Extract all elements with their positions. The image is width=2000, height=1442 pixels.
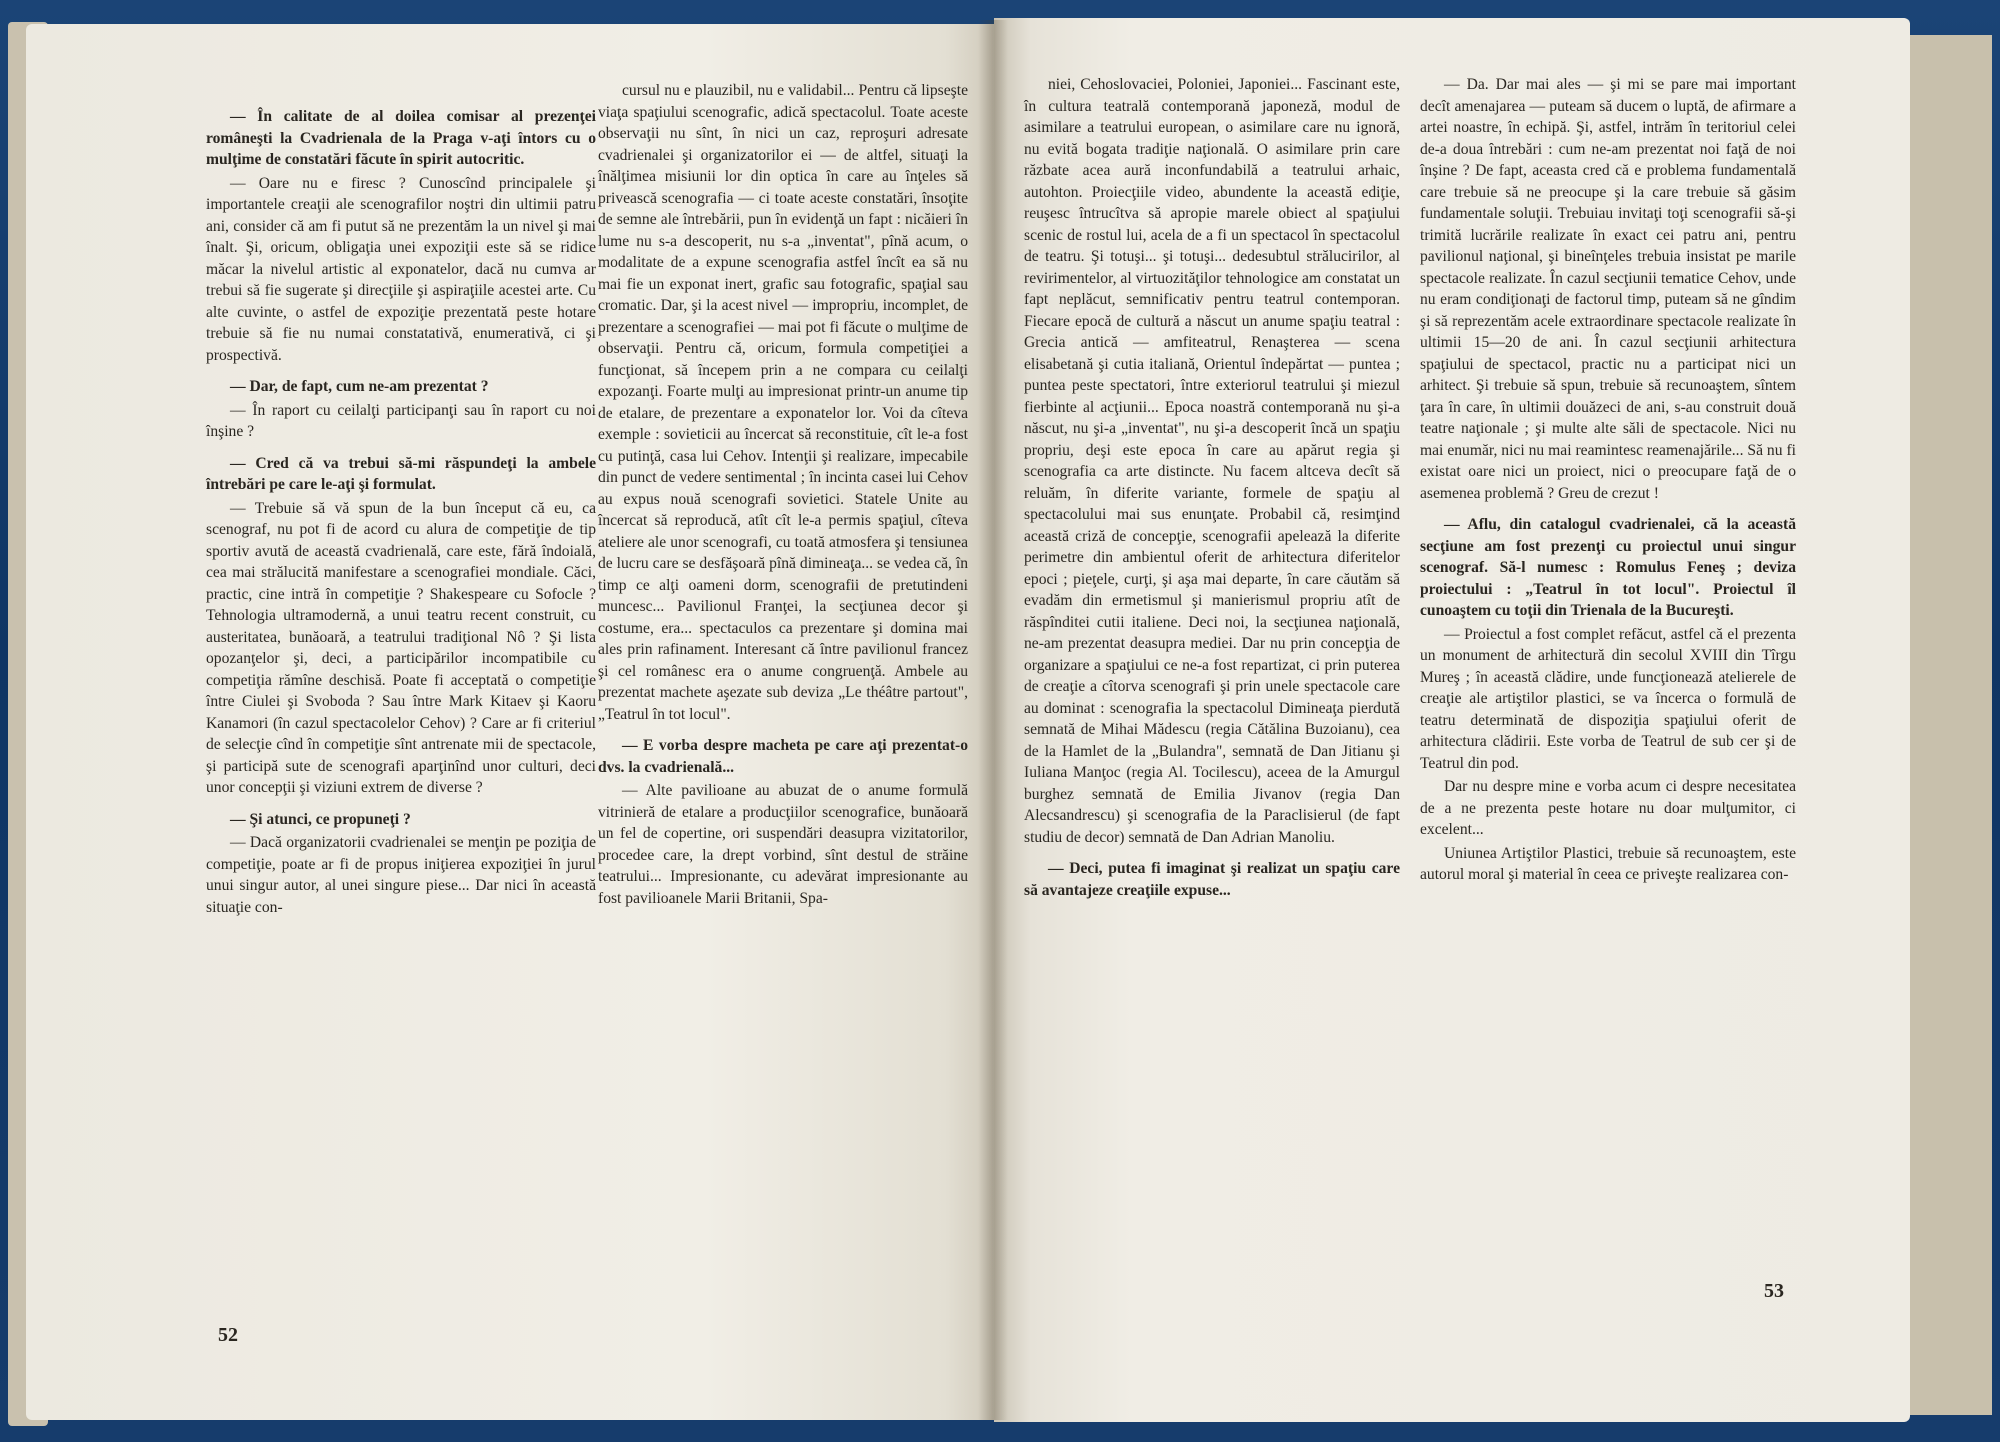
page-number-left: 52 <box>218 1324 238 1346</box>
page-number-right: 53 <box>1764 1280 1784 1302</box>
text-column-1 <box>206 96 596 920</box>
paragraph: — Proiectul a fost complet refăcut, astfel că el prezenta un monument de arhitectură din secolul XVIII din Tîrgu Mureş ; în această clădire, unde funcţionează atelierele de creaţie ale artiştilor plastici, se va încerca o formulă de teatru determinată de dispoziţia spaţiului oferit de arhitectura clădirii. Este vorba de Teatrul de sub cer şi de Teatrul din pod. <box>1420 625 1796 772</box>
interview-question: — Dar, de fapt, cum ne-am prezentat ? <box>230 378 489 395</box>
paragraph: niei, Cehoslovaciei, Poloniei, Japoniei... Fascinant este, în cultura teatrală contemporană japoneză, modul de asimilare a teatrului european, o asimilare care nu ignoră, nu evită bogata tradiţie naţională. O asimilare prin care răzbate acea aură inconfundabilă a teatrului arhaic, autohton. Proiecţiile video, abundente la această ediţie, reuşesc întrucîtva să apropie marele obiect al spaţiului scenic de rostul lui, acela de a fi un spectacol în spectacolul de teatru. Şi totuşi... şi totuşi... dedesubtul strălucirilor, al revirimentelor, al virtuozităţilor tehnologice am constatat un fapt neplăcut, semnificativ pentru teatrul contemporan. Fiecare epocă de cultură a născut un anume spaţiu teatral : Grecia antică — amfiteatrul, Renaşterea — scena elisabetană şi cutia italiană, Orientul îndepărtat — puntea ; puntea peste spectatori, între exteriorul teatrului şi miezul fierbinte al acţiunii... Epoca noastră contemporană nu şi-a născut, nu şi-a „inventat", nu şi-a descoperit încă un spaţiu propriu, deşi este epoca în care au apărut regia şi scenografia ca arte distincte. Nu facem altceva decît să reluăm, în diferite variante, formele de spaţiu al spectacolului mai sus enunţate. Probabil că, resimţind această criză de concepţie, scenografii apelează la diferite perimetre din ambientul oferit de arhitectura diferitelor epoci ; pieţele, curţi, şi aşa mai departe, în care căutăm să evadăm din ermetismul şi manierismul propriu atît de răspînditei cutii italiene. Deci noi, la secţiunea naţională, ne-am prezentat deasupra mediei. Dar nu prin concepţia de organizare a spaţiului ce ne-a fost repartizat, ci prin puterea de creaţie a cîtorva scenografi şi prin unele spectacole care au dominat : scenografia la spectacolul Dimineaţa pierdută semnată de Mihai Mădescu (regia Cătălina Buzoianu), cea de la Hamlet de la „Bulandra", semnată de Dan Jitianu şi Iuliana Manţoc (regia Al. Tocilescu), aceea de la Amurgul burghez semnată de Emilia Jivanov (regia Dan Alecsandrescu) şi scenografia de la Paraclisierul (de fapt studiu de decor) semnată de Dan Adrian Manoliu. <box>1024 76 1400 846</box>
paragraph: Uniunea Artiştilor Plastici, trebuie să recunoaştem, este autorul moral şi material în ceea ce priveşte realizarea con- <box>1420 844 1796 883</box>
book-cover-edge-right <box>1900 35 1992 1415</box>
interview-question: — Şi atunci, ce propuneţi ? <box>230 810 411 828</box>
paragraph: — Dacă organizatorii cvadrienalei se menţin pe poziţia de competiţie, poate ar fi de propus iniţierea expoziţiei în jurul unui singur autor, al unei singure piese... Dar nici în această situaţie con- <box>206 834 596 916</box>
interview-question: — În calitate de al doilea comisar al prezenţei româneşti la Cvadrienala de la Praga v-aţi întors cu o mulţime de constatări făcute în spirit autocritic. <box>206 108 596 168</box>
text-column-4 <box>1420 74 1796 888</box>
right-page <box>994 18 1910 1422</box>
text-column-2 <box>598 80 968 911</box>
interview-question: — E vorba despre macheta pe care aţi prezentat-o dvs. la cvadrienală... <box>598 737 968 776</box>
paragraph: — În raport cu ceilalţi participanţi sau în raport cu noi înşine ? <box>206 401 596 440</box>
left-page <box>26 24 994 1420</box>
book-gutter <box>978 20 1008 1420</box>
paragraph: cursul nu e plauzibil, nu e validabil... Pentru că lipseşte viaţa spaţiului scenografic, adică spectacolul. Toate aceste observaţii nu sînt, în nici un caz, reproşuri adresate cvadrienalei şi organizatorilor ei — de altfel, situaţi la înălţimea misiunii lor din optica în care au înţeles să privească scenografia — ci toate aceste constatări, însoţite de semne ale întrebării, pun în evidenţă un fapt : nicăieri în lume nu s-a descoperit, nu s-a „inventat", pînă acum, o modalitate de a expune scenografia astfel încît ea să nu mai fie un exponat inert, grafic sau fotografic, spaţial sau cromatic. Dar, şi la acest nivel — impropriu, incomplet, de prezentare a scenografiei — mai pot fi făcute o mulţime de observaţii. Pentru că, oricum, formula competiţiei a funcţionat, să începem prin a ne compara cu ceilalţi expozanţi. Foarte mulţi au impresionat printr-un anume tip de etalare, de prezentare a exponatelor lor. Voi da cîteva exemple : sovieticii au încercat să reconstituie, cît le-a fost cu putinţă, casa lui Cehov. Intenţii şi realizare, impecabile din punct de vedere sentimental ; în incinta casei lui Cehov au expus nouă scenografi sovietici. Statele Unite au încercat să reproducă, atît cît le-a permis spaţiul, cîteva ateliere ale unor scenografi, cu toată atmosfera şi tensiunea de lucru care se desfăşoară pînă dimineaţa... se vedea că, în timp ce alţi oameni dorm, scenografii de pretutindeni muncesc... Pavilionul Franţei, la secţiunea decor şi costume, era... spectaculos ca prezentare şi domina mai ales prin rafinament. Interesant că între pavilionul francez şi cel românesc era o anume congruenţă. Ambele au prezentat machete aşezate sub deviza „Le théâtre partout", „Teatrul în tot locul". <box>598 82 968 723</box>
paragraph: — Oare nu e firesc ? Cunoscînd principalele şi importantele creaţii ale scenografilor noştri din ultimii patru ani, consider că am fi putut să ne prezentăm la un nivel şi mai înalt. Şi, oricum, obligaţia unei expoziţii este să se ridice măcar la nivelul artistic al exponatelor, dacă nu cumva ar trebui să fie sugerate şi direcţiile şi aspiraţiile acestei arte. Cu alte cuvinte, o astfel de expoziţie prezentată peste hotare trebuie să fie nu numai constatativă, enumerativă, ci şi prospectivă. <box>206 174 596 364</box>
paragraph: Dar nu despre mine e vorba acum ci despre necesitatea de a ne prezenta peste hotare nu doar mulţumitor, ci excelent... <box>1420 778 1796 838</box>
interview-question: — Cred că va trebui să-mi răspundeţi la ambele întrebări pe care le-aţi şi formulat. <box>206 454 596 493</box>
paragraph: — Trebuie să vă spun de la bun început că eu, ca scenograf, nu pot fi de acord cu alura de competiţie de tip sportiv avută de această cvadrienală, care este, fără îndoială, cea mai strălucită manifestare a scenografiei mondiale. Căci, practic, cine intră în competiţie ? Shakespeare cu Sofocle ? Tehnologia ultramodernă, a unui teatru recent construit, cu austeritatea, bunăoară, a teatrului tradiţional Nô ? Şi lista opozanţelor şi, deci, a participărilor incompatibile cu competiţia rămîne deschisă. Poate fi acceptată o competiţie între Ciulei şi Svoboda ? Sau între Mark Kitaev şi Kaoru Kanamori (în cazul spectacolelor Cehov) ? Care ar fi criteriul de selecţie cînd în competiţie sînt antrenate mii de spectacole, şi participă sute de scenografi aparţinînd unor culturi, deci unor concepţii şi viziuni extrem de diverse ? <box>206 499 596 796</box>
interview-question: — Deci, putea fi imaginat şi realizat un spaţiu care să avantajeze creaţiile expuse... <box>1024 860 1400 899</box>
paragraph: — Da. Dar mai ales — şi mi se pare mai important decît amenajarea — puteam să ducem o luptă, de afirmare a artei noastre, în echipă. Şi, astfel, intrăm în teritoriul celei de-a doua întrebări : cum ne-am prezentat noi faţă de noi înşine ? De fapt, aceasta cred că e problema fundamentală care trebuie să ne preocupe şi la care trebuie să găsim fundamentale soluţii. Trebuiau invitaţi toţi scenografii să-şi trimită lucrările realizate în exact cei patru ani, pentru pavilionul naţional, şi bineînţeles trebuia insistat pe marile spectacole realizate. În cazul secţiunii tematice Cehov, unde nu eram condiţionaţi de factorul timp, puteam să ne gîndim şi să reprezentăm acele extraordinare spectacole realizate în ultimii 15—20 de ani. În cazul secţiunii arhitectura spaţiului de spectacol, practic nu a participat nici un arhitect. Şi trebuie să spun, trebuie să recunoaştem, sîntem ţara în care, în ultimii douăzeci de ani, s-au construit două teatre naţionale ; şi multe alte săli de spectacole. Nici nu mai enumăr, nici nu mai reamintesc reamenajările... Să nu fi existat oare nici un proiect, nici o preocupare faţă de o asemenea problemă ? Greu de crezut ! <box>1420 76 1796 502</box>
text-column-3 <box>1024 74 1400 903</box>
interview-question: — Aflu, din catalogul cvadrienalei, că la această secţiune am fost prezenţi cu proiectul unui singur scenograf. Să-l numesc : Romulus Feneş ; deviza proiectului : „Teatrul în tot locul". Proiectul îl cunoaştem cu toţii din Trienala de la Bucureşti. <box>1420 516 1796 619</box>
paragraph: — Alte pavilioane au abuzat de o anume formulă vitrinieră de etalare a producţiilor scenografice, bunăoară un fel de copertine, ori suspendări deasupra vizitatorilor, procedee care, la drept vorbind, sînt destul de străine teatrului... Impresionante, cu adevărat impresionante au fost pavilioanele Marii Britanii, Spa- <box>598 782 968 907</box>
